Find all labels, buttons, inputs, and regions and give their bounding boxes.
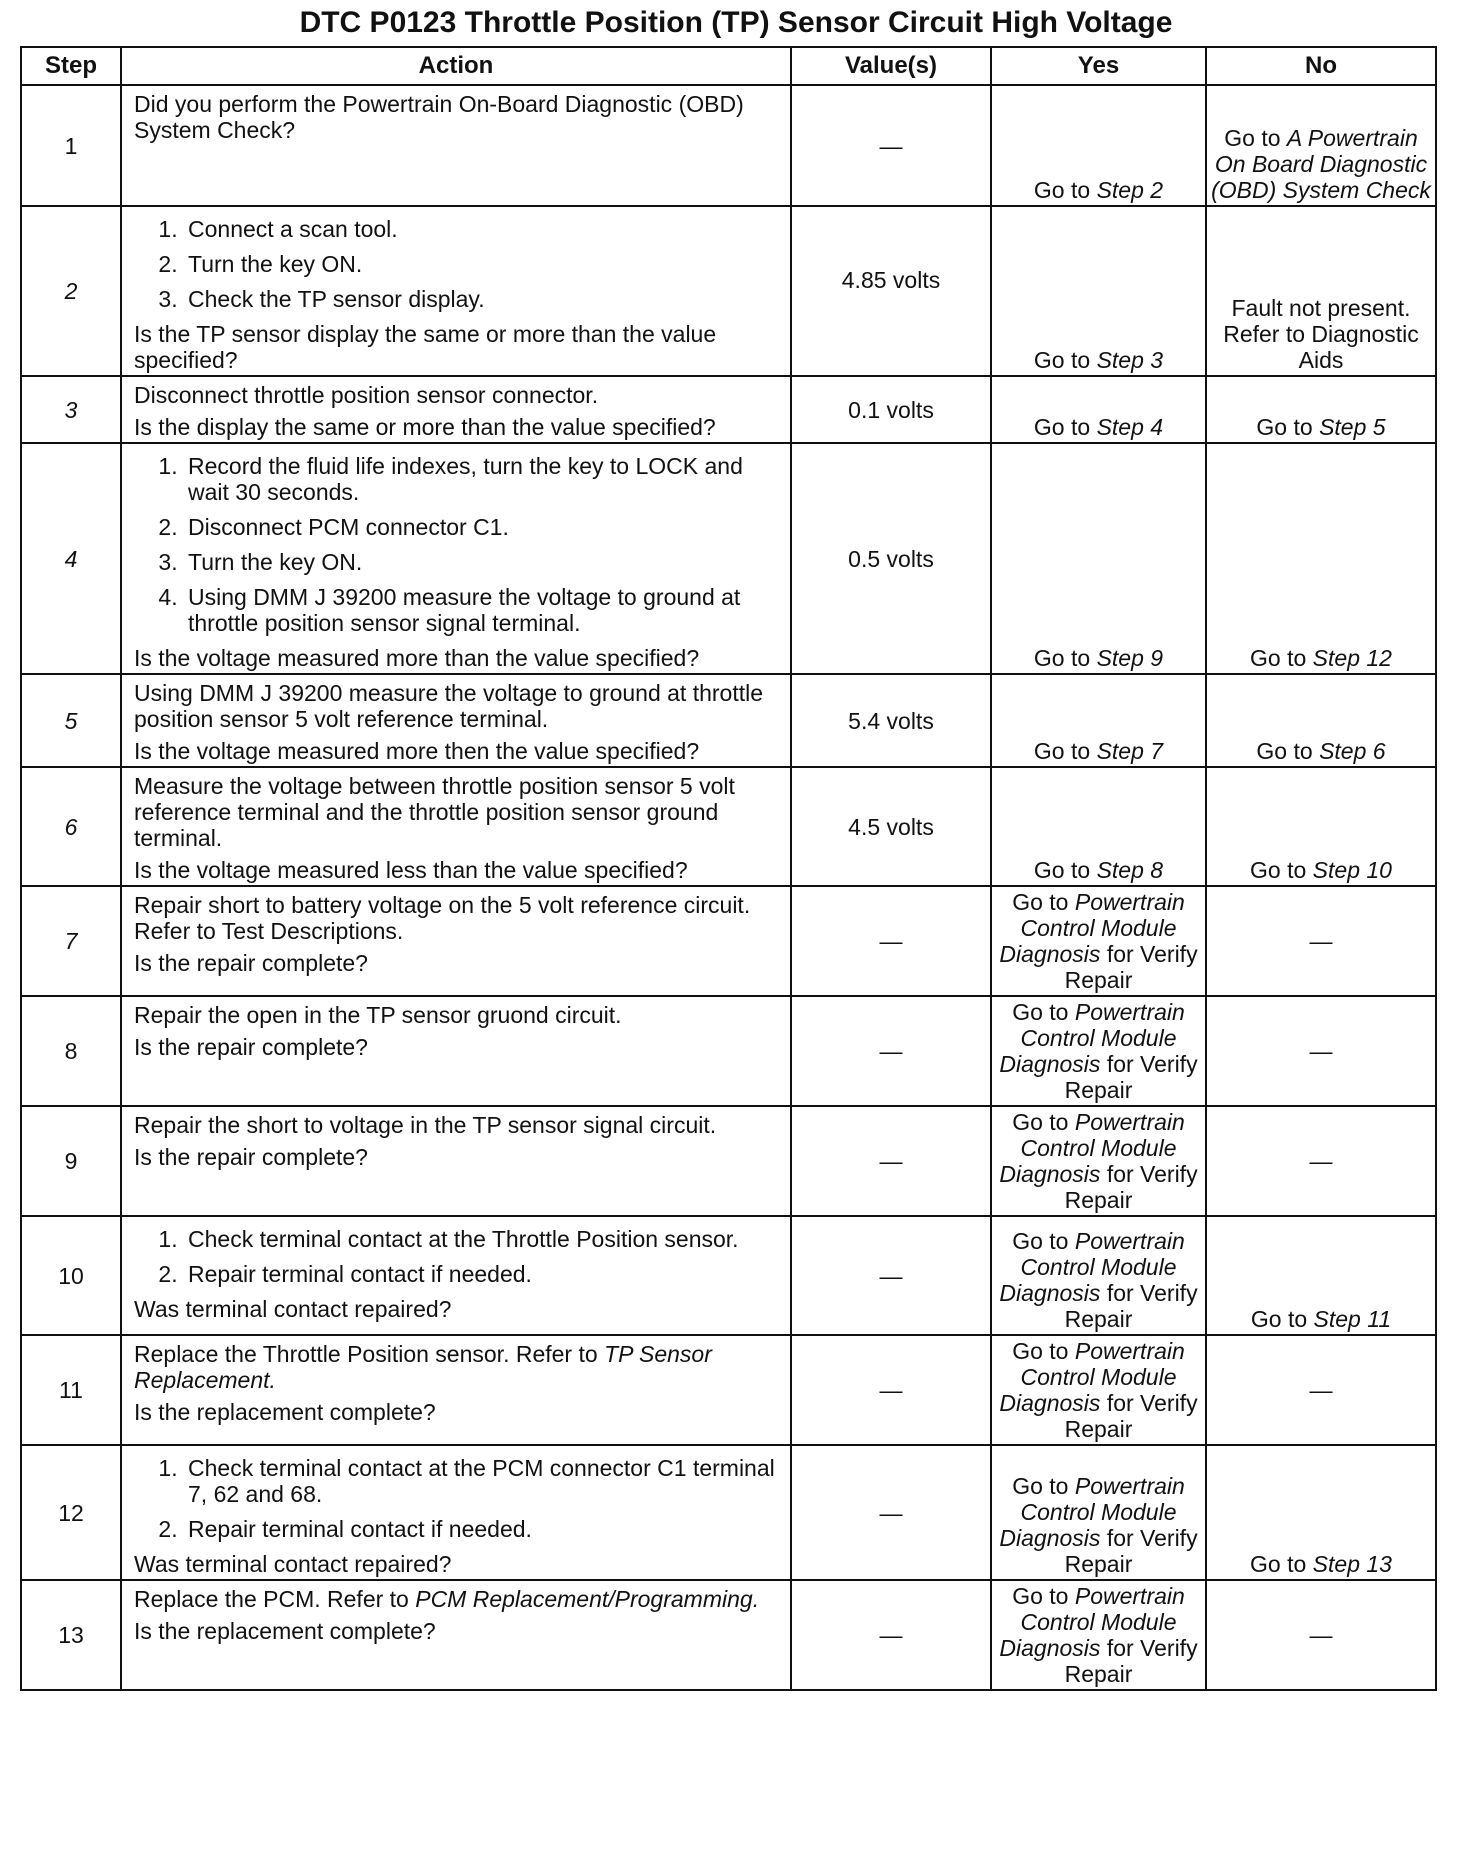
no-cell (1206, 1216, 1436, 1335)
action-question: Is the replacement complete? (134, 1399, 436, 1425)
pcm-diagnosis-link[interactable]: Powertrain Control Module Diagnosis (999, 999, 1185, 1077)
step-number: 7 (21, 886, 121, 996)
value-cell: 4.5 volts (791, 767, 991, 886)
no-prefix: Go to (1256, 414, 1313, 440)
value-cell: — (791, 1335, 991, 1445)
pcm-diagnosis-link[interactable]: Powertrain Control Module Diagnosis (999, 1338, 1185, 1416)
action-question: Is the repair complete? (134, 950, 368, 976)
step-number: 10 (21, 1216, 121, 1335)
no-prefix: Go to (1250, 857, 1307, 883)
pcm-diagnosis-link[interactable]: Powertrain Control Module Diagnosis (999, 1473, 1185, 1551)
action-cell (121, 1106, 791, 1216)
yes-cell (991, 767, 1206, 886)
yes-step-link[interactable]: Step 8 (1096, 857, 1164, 883)
table-row (21, 886, 1436, 996)
action-text: Repair the short to voltage in the TP sensor signal circuit. (134, 1112, 717, 1138)
no-step-link[interactable]: Step 5 (1319, 414, 1386, 440)
yes-prefix: Go to (1012, 889, 1069, 915)
action-question: Is the TP sensor display the same or more than the value specified? (134, 321, 717, 373)
yes-cell (991, 886, 1206, 996)
action-step-item: 2. Repair terminal contact if needed. (184, 1261, 780, 1287)
value-cell: — (791, 996, 991, 1106)
diagnostic-table (20, 46, 1437, 1691)
yes-cell (991, 443, 1206, 674)
tp-sensor-replacement-link[interactable]: TP Sensor Replacement. (134, 1341, 712, 1393)
yes-step-link[interactable]: Step 2 (1096, 177, 1164, 203)
no-cell: — (1206, 1580, 1436, 1690)
pcm-diagnosis-link[interactable]: Powertrain Control Module Diagnosis (999, 1228, 1185, 1306)
action-step-item: 3. Turn the key ON. (184, 549, 780, 575)
yes-prefix: Go to (1033, 857, 1091, 883)
action-text: Repair the open in the TP sensor gruond circuit. (134, 1002, 622, 1028)
action-step-item: 2. Disconnect PCM connector C1. (184, 514, 780, 540)
action-cell (121, 1580, 791, 1690)
action-steps (134, 216, 780, 312)
action-question: Is the display the same or more than the value specified? (134, 414, 716, 440)
value-cell: 0.1 volts (791, 376, 991, 443)
header-yes: Yes (991, 47, 1206, 85)
value-cell: 4.85 volts (791, 206, 991, 376)
no-cell (1206, 1445, 1436, 1580)
pcm-diagnosis-link[interactable]: Powertrain Control Module Diagnosis (999, 1583, 1185, 1661)
action-step-item: 3. Check the TP sensor display. (184, 286, 780, 312)
header-values: Value(s) (791, 47, 991, 85)
verify-repair-text: for Verify Repair (1064, 1635, 1198, 1687)
value-cell: — (791, 1216, 991, 1335)
no-step-link[interactable]: Step 10 (1312, 857, 1392, 883)
action-text-prefix: Replace the PCM. Refer to (134, 1586, 409, 1612)
step-number: 11 (21, 1335, 121, 1445)
yes-step-link[interactable]: Step 9 (1096, 645, 1164, 671)
yes-prefix: Go to (1033, 414, 1091, 440)
yes-prefix: Go to (1033, 347, 1091, 373)
action-cell (121, 767, 791, 886)
action-cell (121, 886, 791, 996)
no-cell: — (1206, 996, 1436, 1106)
verify-repair-text: for Verify Repair (1064, 1280, 1198, 1332)
value-cell: 5.4 volts (791, 674, 991, 767)
action-step-item: 2. Repair terminal contact if needed. (184, 1516, 780, 1542)
step-number: 8 (21, 996, 121, 1106)
step-number: 5 (21, 674, 121, 767)
step-number: 13 (21, 1580, 121, 1690)
action-question: Is the voltage measured more then the value specified? (134, 738, 700, 764)
table-row (21, 1106, 1436, 1216)
yes-cell (991, 1106, 1206, 1216)
page-title: DTC P0123 Throttle Position (TP) Sensor Circuit High Voltage (299, 6, 1173, 39)
yes-prefix: Go to (1033, 645, 1091, 671)
no-prefix: Go to (1256, 738, 1313, 764)
yes-step-link[interactable]: Step 4 (1096, 414, 1164, 440)
yes-cell (991, 85, 1206, 206)
step-number: 12 (21, 1445, 121, 1580)
action-question: Was terminal contact repaired? (134, 1551, 452, 1577)
step-number: 2 (21, 206, 121, 376)
header-no: No (1206, 47, 1436, 85)
header-step: Step (21, 47, 121, 85)
action-step-item: 1. Check terminal contact at the Throttle Position sensor. (184, 1226, 780, 1252)
action-step-item: 1. Record the fluid life indexes, turn the key to LOCK and wait 30 seconds. (184, 453, 780, 505)
table-row (21, 674, 1436, 767)
action-text: Repair short to battery voltage on the 5 volt reference circuit. Refer to Test Descriptions. (134, 892, 751, 944)
yes-cell (991, 206, 1206, 376)
action-text: Disconnect throttle position sensor connector. (134, 382, 599, 408)
no-prefix: Go to (1250, 1551, 1307, 1577)
table-row (21, 996, 1436, 1106)
action-question: Is the replacement complete? (134, 1618, 436, 1644)
table-row (21, 443, 1436, 674)
value-cell: — (791, 1106, 991, 1216)
yes-prefix: Go to (1012, 1109, 1069, 1135)
action-step-item: 1. Connect a scan tool. (184, 216, 780, 242)
action-cell (121, 1216, 791, 1335)
action-cell (121, 996, 791, 1106)
step-number: 9 (21, 1106, 121, 1216)
verify-repair-text: for Verify Repair (1064, 1051, 1198, 1103)
action-cell (121, 85, 791, 206)
step-number: 6 (21, 767, 121, 886)
no-cell (1206, 376, 1436, 443)
action-cell (121, 1445, 791, 1580)
no-prefix: Go to (1250, 645, 1307, 671)
yes-prefix: Go to (1033, 177, 1091, 203)
action-text: Using DMM J 39200 measure the voltage to ground at throttle position sensor 5 volt reference terminal. (134, 680, 764, 732)
value-cell: — (791, 1445, 991, 1580)
yes-prefix: Go to (1012, 1228, 1069, 1254)
action-question: Was terminal contact repaired? (134, 1296, 452, 1322)
no-cell (1206, 767, 1436, 886)
table-row (21, 85, 1436, 206)
step-number: 3 (21, 376, 121, 443)
table-row (21, 376, 1436, 443)
action-cell (121, 1335, 791, 1445)
verify-repair-text: for Verify Repair (1064, 1525, 1198, 1577)
action-question: Is the repair complete? (134, 1144, 368, 1170)
yes-step-link[interactable]: Step 3 (1096, 347, 1164, 373)
action-text (134, 1586, 780, 1612)
yes-prefix: Go to (1033, 738, 1091, 764)
pcm-diagnosis-link[interactable]: Powertrain Control Module Diagnosis (999, 1109, 1185, 1187)
table-row (21, 767, 1436, 886)
no-prefix: Go to (1250, 1306, 1308, 1332)
yes-prefix: Go to (1012, 1338, 1069, 1364)
no-cell (1206, 443, 1436, 674)
yes-cell (991, 1445, 1206, 1580)
no-step-link[interactable]: Step 12 (1312, 645, 1392, 671)
action-cell (121, 674, 791, 767)
step-number: 4 (21, 443, 121, 674)
action-text: Did you perform the Powertrain On-Board Diagnostic (OBD) System Check? (134, 91, 744, 143)
action-text-prefix: Replace the Throttle Position sensor. Refer to (134, 1341, 598, 1367)
value-cell: — (791, 1580, 991, 1690)
yes-cell (991, 1216, 1206, 1335)
value-cell: 0.5 volts (791, 443, 991, 674)
action-steps (134, 1226, 780, 1287)
no-cell: Fault not present. Refer to Diagnostic Aids (1206, 206, 1436, 376)
yes-prefix: Go to (1012, 999, 1069, 1025)
action-steps (134, 453, 780, 636)
action-question: Is the voltage measured less than the value specified? (134, 857, 688, 883)
pcm-diagnosis-link[interactable]: Powertrain Control Module Diagnosis (999, 889, 1185, 967)
action-step-item: 2. Turn the key ON. (184, 251, 780, 277)
no-cell (1206, 85, 1436, 206)
value-cell: — (791, 886, 991, 996)
action-step-item: 4. Using DMM J 39200 measure the voltage to ground at throttle position sensor signal terminal. (184, 584, 780, 636)
header-action: Action (121, 47, 791, 85)
table-row (21, 206, 1436, 376)
yes-cell (991, 1335, 1206, 1445)
action-text: Measure the voltage between throttle position sensor 5 volt reference terminal and the throttle position sensor ground terminal. (134, 773, 735, 851)
value-cell: — (791, 85, 991, 206)
action-steps (134, 1455, 780, 1542)
yes-prefix: Go to (1012, 1473, 1069, 1499)
action-text (134, 1341, 780, 1393)
yes-cell (991, 376, 1206, 443)
yes-cell (991, 674, 1206, 767)
no-cell: — (1206, 886, 1436, 996)
no-step-link[interactable]: Step 11 (1313, 1306, 1392, 1332)
pcm-replacement-link[interactable]: PCM Replacement/Programming. (415, 1586, 760, 1612)
action-question: Is the voltage measured more than the value specified? (134, 645, 700, 671)
action-question: Is the repair complete? (134, 1034, 368, 1060)
action-cell (121, 206, 791, 376)
table-row (21, 1216, 1436, 1335)
no-step-link[interactable]: Step 6 (1319, 738, 1386, 764)
no-step-link[interactable]: Step 13 (1312, 1551, 1392, 1577)
no-link[interactable]: A Powertrain On Board Diagnostic (OBD) System Check (1211, 125, 1431, 203)
verify-repair-text: for Verify Repair (1064, 1390, 1198, 1442)
verify-repair-text: for Verify Repair (1064, 941, 1198, 993)
step-number: 1 (21, 85, 121, 206)
action-cell (121, 443, 791, 674)
yes-prefix: Go to (1012, 1583, 1069, 1609)
table-row (21, 1580, 1436, 1690)
no-cell (1206, 674, 1436, 767)
no-cell: — (1206, 1106, 1436, 1216)
no-cell: — (1206, 1335, 1436, 1445)
table-row (21, 1335, 1436, 1445)
yes-cell (991, 996, 1206, 1106)
yes-step-link[interactable]: Step 7 (1096, 738, 1164, 764)
table-header-row (21, 47, 1436, 85)
action-cell (121, 376, 791, 443)
action-step-item: 1. Check terminal contact at the PCM connector C1 terminal 7, 62 and 68. (184, 1455, 780, 1507)
yes-cell (991, 1580, 1206, 1690)
no-prefix: Go to (1224, 125, 1281, 151)
table-row (21, 1445, 1436, 1580)
verify-repair-text: for Verify Repair (1064, 1161, 1198, 1213)
